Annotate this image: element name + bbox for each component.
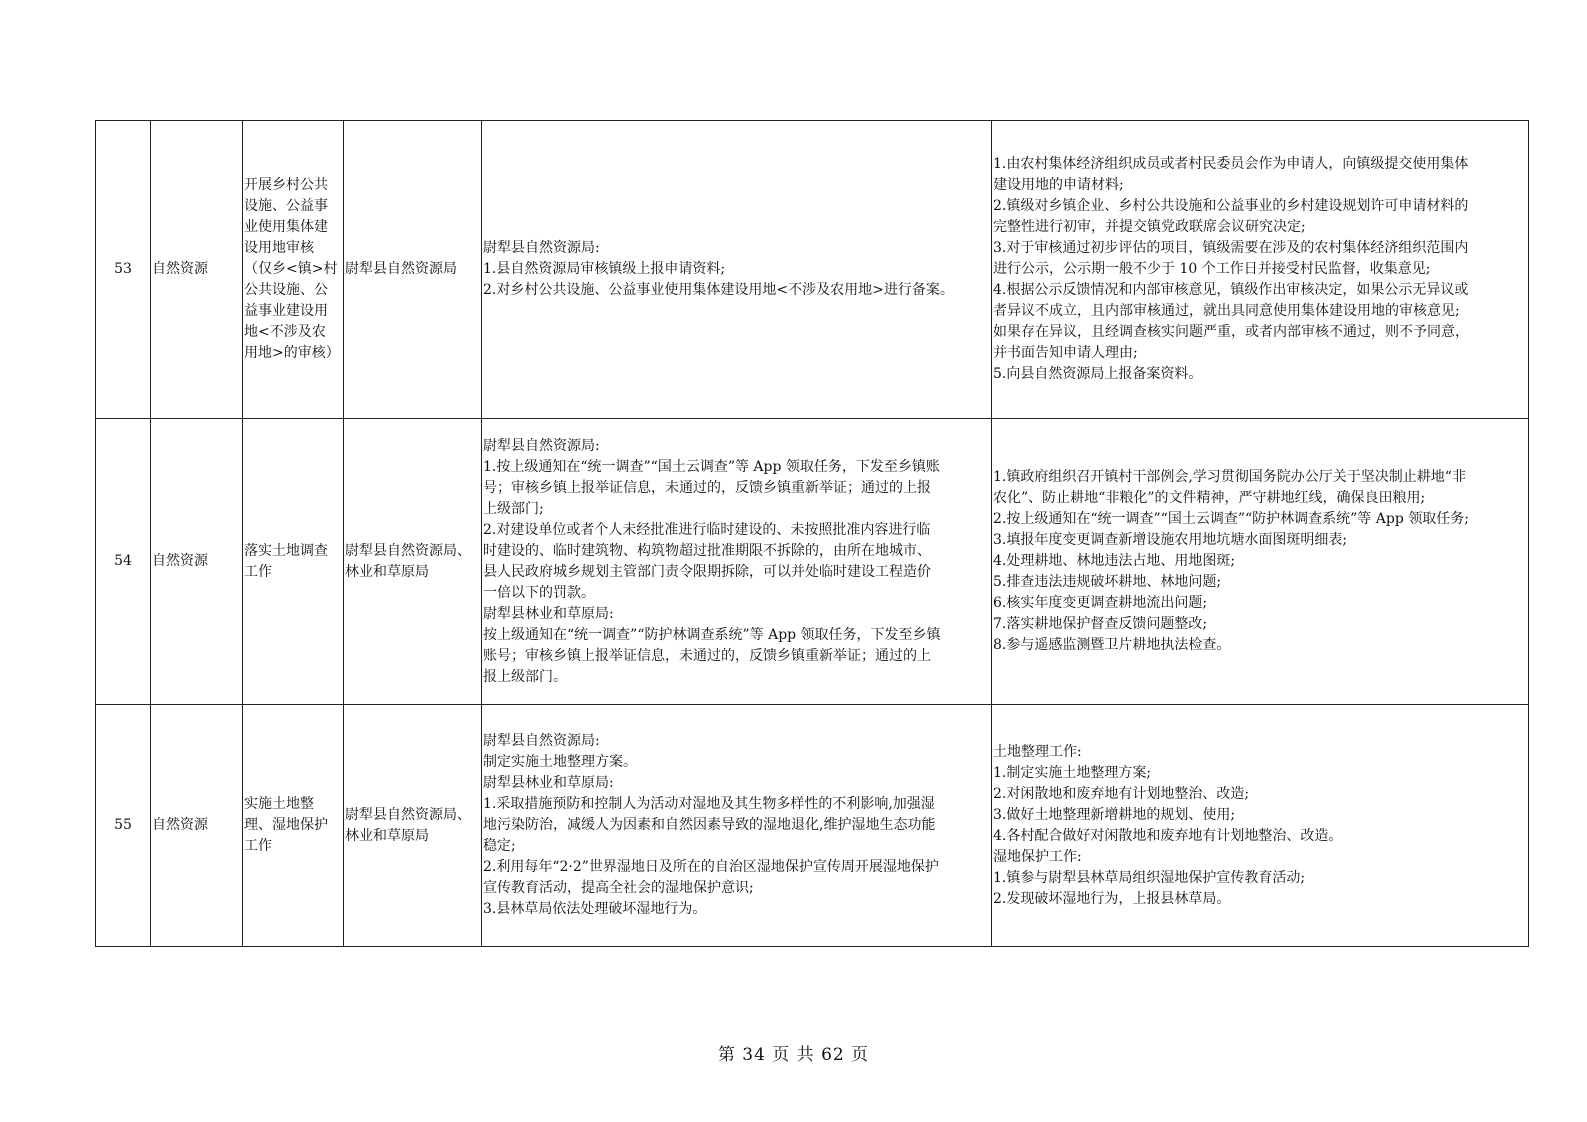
cell-text-line: 尉犁县自然资源局: xyxy=(483,240,600,256)
cell-text-line: 1.镇参与尉犁县林草局组织湿地保护宣传教育活动; xyxy=(993,869,1306,886)
cell-text-line: 3.填报年度变更调查新增设施农用地坑塘水面图斑明细表; xyxy=(993,532,1348,548)
cell-text-line: 按上级通知在“统一调查”“防护林调查系统”等 App 领取任务，下发至乡镇 xyxy=(483,626,941,643)
page-footer: 第 34 页 共 62 页 xyxy=(717,1045,870,1065)
cell-text-line: 稳定; xyxy=(483,838,516,854)
cell-text-line: 工作 xyxy=(244,563,272,580)
cell-text-line: 地污染防治，减缓人为因素和自然因素导致的湿地退化,维护湿地生态功能 xyxy=(483,817,936,833)
department-cell xyxy=(344,419,482,705)
cell-text-line: 用地>的审核） xyxy=(244,345,340,361)
cell-text-line: 尉犁县自然资源局、 xyxy=(345,542,471,559)
cell-text-line: 制定实施土地整理方案。 xyxy=(483,754,637,770)
cell-text-line: 2.对乡村公共设施、公益事业使用集体建设用地<不涉及农用地>进行备案。 xyxy=(483,282,954,298)
cell-text-line: 建设用地的申请材料; xyxy=(993,177,1124,193)
department-cell xyxy=(344,121,482,419)
cell-text-line: 尉犁县林业和草原局: xyxy=(483,605,614,622)
cell-text-line: 并书面告知申请人理由; xyxy=(993,345,1138,361)
cell-text-line: 8.参与遥感监测暨卫片耕地执法检查。 xyxy=(993,637,1231,653)
cell-text-line: 尉犁县自然资源局、 xyxy=(345,806,471,823)
town-duty-cell xyxy=(992,419,1529,705)
table-row xyxy=(96,419,1529,705)
cell-text-line: 3.县林草局依法处理破坏湿地行为。 xyxy=(483,901,707,917)
cell-text-line: 上级部门; xyxy=(483,500,544,517)
cell-text-line: 5.排查违法违规破坏耕地、林地问题; xyxy=(993,574,1222,590)
town-duty-cell xyxy=(992,705,1529,947)
cell-text-line: 4.各村配合做好对闲散地和废弃地有计划地整治、改造。 xyxy=(993,827,1343,844)
cell-text-line: 设用地审核 xyxy=(244,240,314,256)
cell-text-line: 土地整理工作: xyxy=(993,743,1082,760)
cell-text-line: 农化”、防止耕地“非粮化”的文件精神，严守耕地红线，确保良田粮用; xyxy=(993,490,1426,506)
cell-text-line: 地<不涉及农 xyxy=(244,324,326,340)
cell-text-line: 理、湿地保护 xyxy=(244,817,328,833)
cell-text-line: 号；审核乡镇上报举证信息，未通过的，反馈乡镇重新举证；通过的上报 xyxy=(483,479,931,496)
county-duty-cell xyxy=(482,419,992,705)
department-cell xyxy=(344,705,482,947)
cell-text-line: 县人民政府城乡规划主管部门责令限期拆除，可以并处临时建设工程造价 xyxy=(483,563,931,580)
cell-text-line: 时建设的、临时建筑物、构筑物超过批准期限不拆除的，由所在地城市、 xyxy=(483,542,931,559)
cell-text-line: 者异议不成立，且内部审核通过，就出具同意使用集体建设用地的审核意见; xyxy=(993,303,1460,319)
category-cell: 自然资源 xyxy=(151,419,243,705)
town-duty-cell xyxy=(992,121,1529,419)
cell-text-line: 2.对建设单位或者个人未经批准进行临时建设的、未按照批准内容进行临 xyxy=(483,521,931,538)
cell-text-line: 完整性进行初审，并提交镇党政联席会议研究决定; xyxy=(993,219,1306,235)
cell-text-line: （仅乡<镇>村 xyxy=(244,261,338,277)
cell-text-line: 宣传教育活动，提高全社会的湿地保护意识; xyxy=(483,880,754,896)
category-cell: 自然资源 xyxy=(151,705,243,947)
task-cell xyxy=(243,419,344,705)
cell-text-line: 一倍以下的罚款。 xyxy=(483,584,595,601)
county-duty-cell xyxy=(482,705,992,947)
cell-text-line: 林业和草原局 xyxy=(345,827,429,844)
task-cell xyxy=(243,121,344,419)
cell-text-line: 湿地保护工作: xyxy=(993,848,1082,865)
cell-text-line: 账号；审核乡镇上报举证信息，未通过的，反馈乡镇重新举证；通过的上 xyxy=(483,647,931,664)
cell-text-line: 2.对闲散地和废弃地有计划地整治、改造; xyxy=(993,785,1250,802)
cell-text-line: 如果存在异议，且经调查核实问题严重，或者内部审核不通过，则不予同意， xyxy=(993,324,1469,340)
cell-text-line: 1.采取措施预防和控制人为活动对湿地及其生物多样性的不利影响,加强湿 xyxy=(483,796,935,812)
row-number: 53 xyxy=(96,121,151,419)
cell-text-line: 开展乡村公共 xyxy=(244,177,328,193)
cell-text-line: 落实土地调查 xyxy=(244,542,328,559)
cell-text-line: 林业和草原局 xyxy=(345,563,429,580)
duty-table xyxy=(95,120,1529,947)
task-cell xyxy=(243,705,344,947)
cell-text-line: 工作 xyxy=(244,838,272,854)
cell-text-line: 尉犁县自然资源局 xyxy=(345,261,457,277)
row-number: 55 xyxy=(96,705,151,947)
category-cell: 自然资源 xyxy=(151,121,243,419)
cell-text-line: 5.向县自然资源局上报备案资料。 xyxy=(993,366,1203,382)
cell-text-line: 2.按上级通知在“统一调查”“国土云调查”“防护林调查系统”等 App 领取任务; xyxy=(993,511,1469,527)
cell-text-line: 进行公示，公示期一般不少于 10 个工作日并接受村民监督，收集意见; xyxy=(993,261,1431,277)
cell-text-line: 1.按上级通知在“统一调查”“国土云调查”等 App 领取任务，下发至乡镇账 xyxy=(483,458,940,475)
cell-text-line: 4.根据公示反馈情况和内部审核意见，镇级作出审核决定，如果公示无异议或 xyxy=(993,282,1469,298)
cell-text-line: 6.核实年度变更调查耕地流出问题; xyxy=(993,595,1208,611)
cell-text-line: 设施、公益事 xyxy=(244,198,328,214)
county-duty-cell xyxy=(482,121,992,419)
cell-text-line: 7.落实耕地保护督查反馈问题整改; xyxy=(993,616,1208,632)
cell-text-line: 2.镇级对乡镇企业、乡村公共设施和公益事业的乡村建设规划许可申请材料的 xyxy=(993,198,1469,214)
cell-text-line: 1.由农村集体经济组织成员或者村民委员会作为申请人，向镇级提交使用集体 xyxy=(993,156,1469,172)
cell-text-line: 公共设施、公 xyxy=(244,282,328,298)
cell-text-line: 3.对于审核通过初步评估的项目，镇级需要在涉及的农村集体经济组织范围内 xyxy=(993,240,1469,256)
table-row xyxy=(96,121,1529,419)
cell-text-line: 4.处理耕地、林地违法占地、用地图斑; xyxy=(993,553,1236,569)
cell-text-line: 益事业建设用 xyxy=(244,303,328,319)
row-number: 54 xyxy=(96,419,151,705)
cell-text-line: 1.县自然资源局审核镇级上报申请资料; xyxy=(483,261,726,277)
cell-text-line: 2.发现破坏湿地行为，上报县林草局。 xyxy=(993,890,1231,907)
cell-text-line: 1.制定实施土地整理方案; xyxy=(993,764,1152,781)
cell-text-line: 尉犁县林业和草原局: xyxy=(483,775,614,791)
cell-text-line: 尉犁县自然资源局: xyxy=(483,733,600,749)
cell-text-line: 2.利用每年“2·2”世界湿地日及所在的自治区湿地保护宣传周开展湿地保护 xyxy=(483,859,939,875)
cell-text-line: 报上级部门。 xyxy=(483,668,567,685)
cell-text-line: 实施土地整 xyxy=(244,796,314,812)
cell-text-line: 业使用集体建 xyxy=(244,219,328,235)
cell-text-line: 1.镇政府组织召开镇村干部例会,学习贯彻国务院办公厅关于坚决制止耕地“非 xyxy=(993,469,1466,485)
cell-text-line: 3.做好土地整理新增耕地的规划、使用; xyxy=(993,806,1236,823)
cell-text-line: 尉犁县自然资源局: xyxy=(483,437,600,454)
table-row xyxy=(96,705,1529,947)
